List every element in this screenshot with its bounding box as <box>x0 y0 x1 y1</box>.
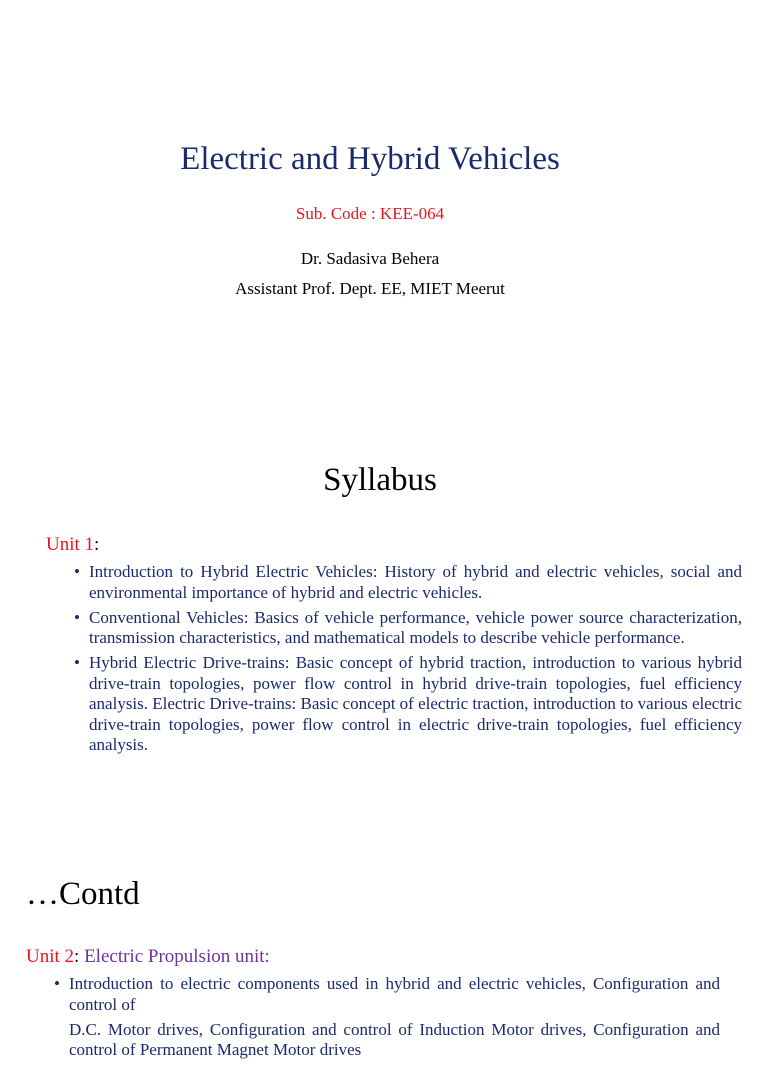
bullet-text: Introduction to Hybrid Electric Vehicles: History of hybrid and electric vehicles, social and environmental importance of hybrid and electric vehicles. <box>89 562 742 602</box>
slide-title: …Contd <box>26 876 140 912</box>
unit-label: Unit 1 <box>46 534 95 555</box>
bullet-text: Introduction to electric components used in hybrid and electric vehicles, Configuration and control of <box>69 974 720 1014</box>
bullet-item <box>54 1020 720 1061</box>
unit-separator: : <box>74 946 85 967</box>
bullet-item <box>74 608 742 649</box>
presentation-title: Electric and Hybrid Vehicles <box>180 141 560 177</box>
bullet-marker: • <box>74 562 80 581</box>
syllabus-slide <box>0 440 768 840</box>
bullet-item <box>54 974 720 1015</box>
unit-colon: : <box>94 534 100 555</box>
bullet-list <box>54 974 720 1065</box>
unit-heading <box>46 534 99 556</box>
bullet-marker: • <box>74 653 80 672</box>
bullet-text: Conventional Vehicles: Basics of vehicle performance, vehicle power source characterization, transmission characteristics, and mathematical models to describe vehicle performance. <box>89 607 742 647</box>
bullet-text: D.C. Motor drives, Configuration and control of Induction Motor drives, Configuration and control of Permanent Magnet Motor drives <box>69 1019 720 1059</box>
bullet-list <box>74 562 742 760</box>
bullet-marker: • <box>74 607 80 627</box>
contd-slide <box>0 860 768 1059</box>
slide-title: Syllabus <box>323 462 437 498</box>
bullet-item <box>74 562 742 603</box>
author-name: Dr. Sadasiva Behera <box>300 249 440 268</box>
unit-heading <box>26 946 270 968</box>
bullet-text: Hybrid Electric Drive-trains: Basic concept of hybrid traction, introduction to various hybrid drive-train topologies, power flow control in hybrid drive-train topologies, fuel efficiency analysis. Electric Drive-trains: Basic concept of electric traction, introduction to various electric drive-train topologies, power flow control in electric drive-train topologies, fuel efficiency analysis. <box>89 653 742 754</box>
title-slide <box>0 0 768 384</box>
unit-label: Unit 2 <box>26 946 75 967</box>
subject-code: Sub. Code : KEE-064 <box>295 204 445 223</box>
bullet-marker: • <box>54 974 60 993</box>
unit-topic: Electric Propulsion unit: <box>84 946 270 967</box>
bullet-item <box>74 653 742 756</box>
author-affiliation: Assistant Prof. Dept. EE, MIET Meerut <box>235 279 505 298</box>
